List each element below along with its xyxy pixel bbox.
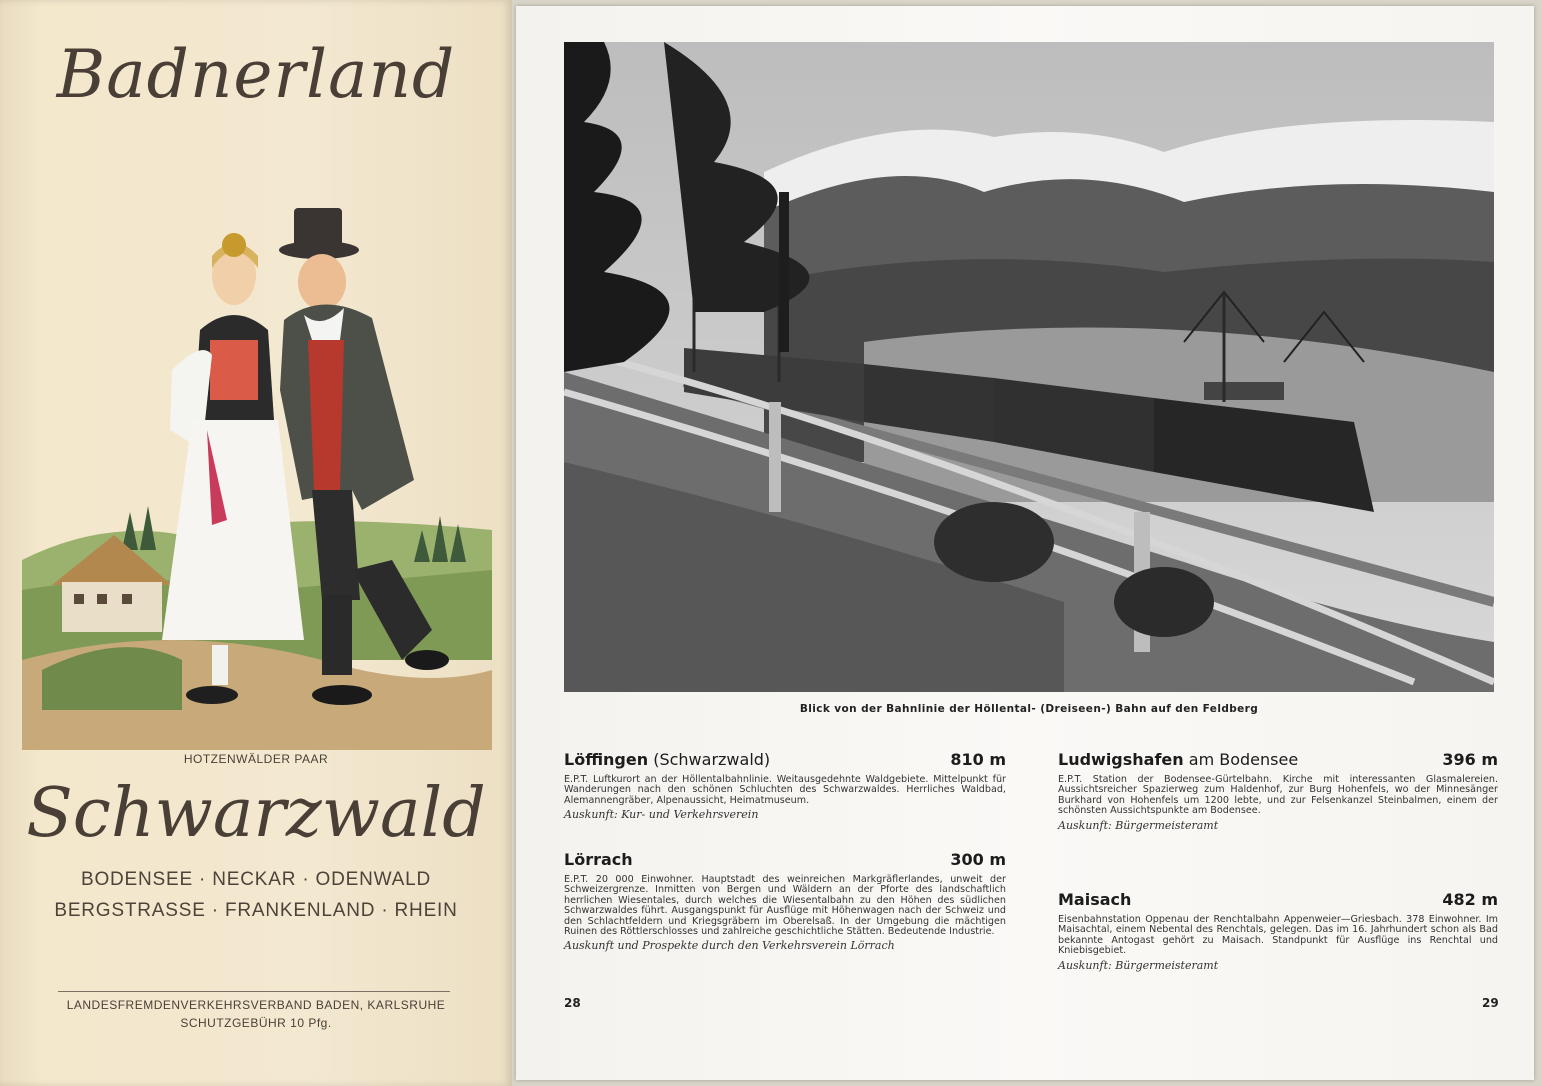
place-name: Löffingen (564, 750, 649, 769)
place-name-suffix: am Bodensee (1188, 750, 1299, 769)
cover-divider (58, 991, 450, 992)
entry-description: E.P.T. Luftkurort an der Höllentalbahnlinie. Weitausgedehnte Waldgebiete. Mittelpunkt für Wanderungen nach den schönen Schluchten des Schwarzwaldes. Herrliches Waldbad, Alemannengräber, Alpenaussicht, Heimatmuseum. (564, 774, 1006, 806)
hotzenwaelder-couple-illustration (22, 190, 492, 750)
cover-title-schwarzwald: Schwarzwald (26, 774, 486, 853)
entry-description: Eisenbahnstation Oppenau der Renchtalbahn Appenweier—Griesbach. 378 Einwohner. Im Maisachtal, einem Nebental des Renchtals, gelegen. Das im 16. Jahrhundert schon als Bad bekannte Antogast gehört zu Maisach. Standpunkt für Ausflüge ins Renchtal und Kniebisgebiet. (1058, 914, 1498, 957)
entry-header (1058, 750, 1498, 772)
brochure-cover (0, 0, 512, 1086)
illustration-caption: HOTZENWÄLDER PAAR (183, 752, 329, 766)
entry-altitude: 810 m (950, 750, 1006, 769)
entry-ludwigshafen (1058, 750, 1498, 832)
cover-regions-line-1: BODENSEE · NECKAR · ODENWALD (80, 869, 432, 890)
entry-contact: Auskunft: Bürgermeisteramt (1058, 958, 1219, 972)
entry-place-name (1058, 890, 1131, 909)
entry-loeffingen (564, 750, 1006, 821)
entry-contact: Auskunft und Prospekte durch den Verkehrsverein Lörrach (564, 939, 895, 953)
entry-header (564, 850, 1006, 872)
entry-altitude: 300 m (950, 850, 1006, 869)
cover-title-badnerland: Badnerland (56, 36, 456, 113)
entry-place-name (1058, 750, 1298, 769)
entry-place-name (564, 850, 633, 869)
entry-description: E.P.T. Station der Bodensee-Gürtelbahn. Kirche mit interessanten Glasmalereien. Aussichtsreicher Spazierweg zum Haldenhof, zur Burg Hohenfels, wo der Minnesänger Burkhard von Hohenfels um 1200 lebte, und zur Felsenkanzel Steinbalmen, einem der schönsten Aussichtspunkte am Bodensee. (1058, 774, 1498, 817)
feldberg-train-photo (564, 42, 1494, 692)
train-landscape-image (564, 42, 1494, 692)
cover-regions-line-2: BERGSTRASSE · FRANKENLAND · RHEIN (54, 900, 458, 921)
place-name: Maisach (1058, 890, 1132, 909)
entry-altitude: 396 m (1442, 750, 1498, 769)
page-number-right: 29 (1482, 996, 1499, 1010)
entry-header (1058, 890, 1498, 912)
entry-place-name (564, 750, 770, 769)
entry-loerrach (564, 850, 1006, 952)
cover-price: SCHUTZGEBÜHR 10 Pfg. (180, 1016, 332, 1030)
publisher-name: LANDESFREMDENVERKEHRSVERBAND BADEN, KARLSRUHE (66, 998, 446, 1012)
entry-contact: Auskunft: Bürgermeisteramt (1058, 818, 1219, 832)
entry-header (564, 750, 1006, 772)
entry-maisach (1058, 890, 1498, 972)
photo-caption: Blick von der Bahnlinie der Höllental- (Dreiseen-) Bahn auf den Feldberg (799, 703, 1259, 715)
place-name: Lörrach (564, 850, 633, 869)
place-name: Ludwigshafen (1058, 750, 1184, 769)
entry-altitude: 482 m (1442, 890, 1498, 909)
place-name-suffix: (Schwarzwald) (653, 750, 771, 769)
entry-description: E.P.T. 20 000 Einwohner. Hauptstadt des weinreichen Markgräflerlandes, unweit der Schweizergrenze. Inmitten von Bergen und Wäldern an der Pforte des landschaftlich herrlichen Wiesentales, durch welches die Wiesentalbahn zu den Höhen des südlichen Schwarzwaldes führt. Ausgangspunkt für Ausflüge mit Höhenwagen nach der Schweiz und den Schlachtfeldern und Kriegsgräbern im Oberelsaß. In der Umgebung die mächtigen Ruinen des Röttlerschlosses und zahlreiche geschichtliche Stätten. Bedeutende Industrie. (564, 874, 1006, 938)
page-number-left: 28 (564, 996, 581, 1010)
entry-contact: Auskunft: Kur- und Verkehrsverein (564, 808, 759, 822)
